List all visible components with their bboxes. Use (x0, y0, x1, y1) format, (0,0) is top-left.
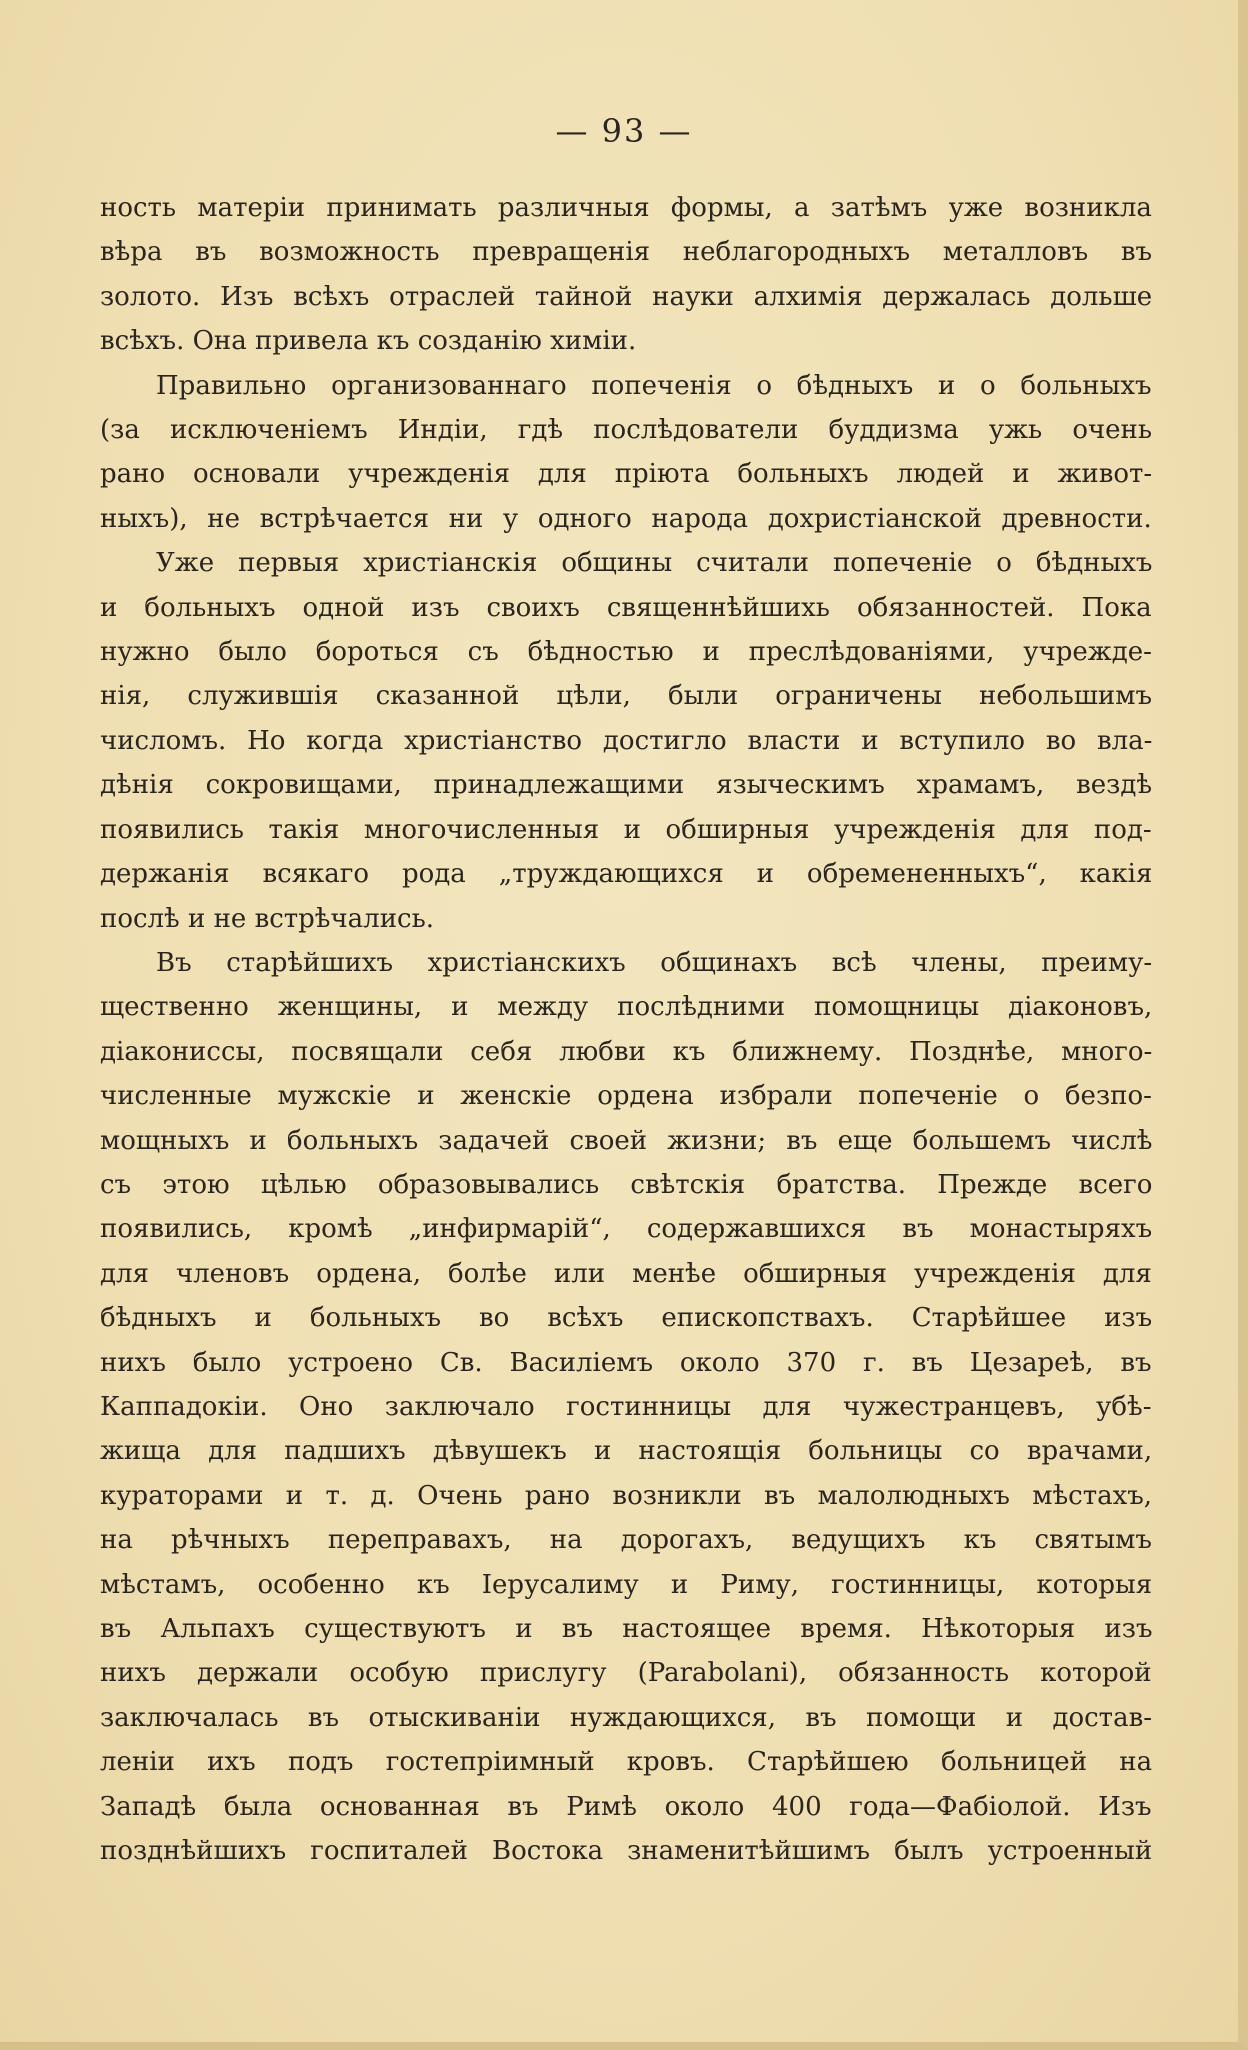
text-line: заключалась въ отыскиваніи нуждающихся, въ помощи и достав- (100, 1702, 1152, 1733)
text-line: Уже первыя христіанскія общины считали попеченіе о бѣдныхъ (156, 548, 1153, 579)
text-line: Западѣ была основанная въ Римѣ около 400 года—Фабіолой. Изъ (100, 1791, 1152, 1822)
text-line: леніи ихъ подъ гостепріимный кровъ. Старѣйшею больницей на (100, 1747, 1153, 1778)
text-line: кураторами и т. д. Очень рано возникли въ малолюдныхъ мѣстахъ, (100, 1480, 1153, 1511)
text-line: нія, служившія сказанной цѣли, были ограничены небольшимъ (100, 681, 1153, 712)
text-line: жища для падшихъ дѣвушекъ и настоящія больницы со врачами, (100, 1436, 1153, 1467)
text-line: числомъ. Но когда христіанство достигло власти и вступило во вла- (100, 725, 1153, 756)
paragraph-3 (100, 541, 1152, 941)
text-line: щественно женщины, и между послѣдними помощницы діаконовъ, (100, 992, 1153, 1023)
text-line: въ Альпахъ существуютъ и въ настоящее время. Нѣкоторыя изъ (100, 1614, 1153, 1644)
text-line: для членовъ ордена, болѣе или менѣе обширныя учрежденія для (100, 1258, 1152, 1289)
text-line: нихъ держали особую прислугу (Parabolani), обязанность которой (100, 1658, 1152, 1689)
paragraph-4 (100, 941, 1152, 1874)
text-line: и больныхъ одной изъ своихъ священнѣйшихь обязанностей. Пока (100, 592, 1152, 623)
text-line: появились, кромѣ „инфирмарій“, содержавшихся въ монастыряхъ (100, 1214, 1153, 1245)
text-line: ныхъ), не встрѣчается ни у одного народа дохристіанской древности. (100, 503, 1152, 534)
text-line: численные мужскіе и женскіе ордена избрали попеченіе о безпо- (100, 1081, 1152, 1112)
text-line: Правильно организованнаго попеченія о бѣдныхъ и о больныхъ (156, 370, 1152, 401)
text-line: появились такія многочисленныя и обширныя учрежденія для под- (100, 814, 1152, 845)
page-number: — 93 — (555, 112, 693, 150)
text-line: на рѣчныхъ переправахъ, на дорогахъ, ведущихъ къ святымъ (100, 1525, 1152, 1556)
text-line: съ этою цѣлью образовывались свѣтскія братства. Прежде всего (100, 1169, 1153, 1200)
body-text (100, 186, 1152, 1873)
text-line: дѣнія сокровищами, принадлежащими языческимъ храмамъ, вездѣ (100, 770, 1153, 801)
text-line: Каппадокіи. Оно заключало гостинницы для чужестранцевъ, убѣ- (100, 1391, 1152, 1422)
paragraph-1 (100, 186, 1152, 364)
text-line: Въ старѣйшихъ христіанскихъ общинахъ всѣ члены, преиму- (156, 947, 1153, 978)
text-line: позднѣйшихъ госпиталей Востока знаменитѣйшимъ былъ устроенный (100, 1836, 1153, 1867)
text-line: діакониссы, посвящали себя любви къ ближнему. Позднѣе, много- (100, 1036, 1153, 1067)
text-line: (за исключеніемъ Индіи, гдѣ послѣдователи буддизма ужь очень (100, 415, 1153, 446)
text-line: золото. Изъ всѣхъ отраслей тайной науки алхимія держалась дольше (100, 281, 1153, 312)
text-line: бѣдныхъ и больныхъ во всѣхъ епископствахъ. Старѣйшее изъ (100, 1303, 1153, 1334)
text-line: вѣра въ возможность превращенія неблагородныхъ металловъ въ (100, 237, 1153, 268)
text-line: мѣстамъ, особенно къ Іерусалиму и Риму, гостинницы, которыя (100, 1569, 1153, 1600)
text-line: нужно было бороться съ бѣдностью и преслѣдованіями, учрежде- (100, 637, 1152, 668)
paragraph-2 (100, 364, 1152, 542)
text-line: всѣхъ. Она привела къ созданію химіи. (100, 326, 637, 357)
text-line: рано основали учрежденія для пріюта больныхъ людей и живот- (100, 459, 1153, 490)
text-line: послѣ и не встрѣчались. (100, 903, 435, 934)
text-line: держанія всякаго рода „труждающихся и обремененныхъ“, какія (100, 859, 1153, 890)
text-line: ность матеріи принимать различныя формы, а затѣмъ уже возникла (100, 193, 1152, 223)
text-line: мощныхъ и больныхъ задачей своей жизни; въ еще большемъ числѣ (100, 1125, 1153, 1156)
text-line: нихъ было устроено Св. Василіемъ около 370 г. въ Цезареѣ, въ (100, 1347, 1152, 1378)
